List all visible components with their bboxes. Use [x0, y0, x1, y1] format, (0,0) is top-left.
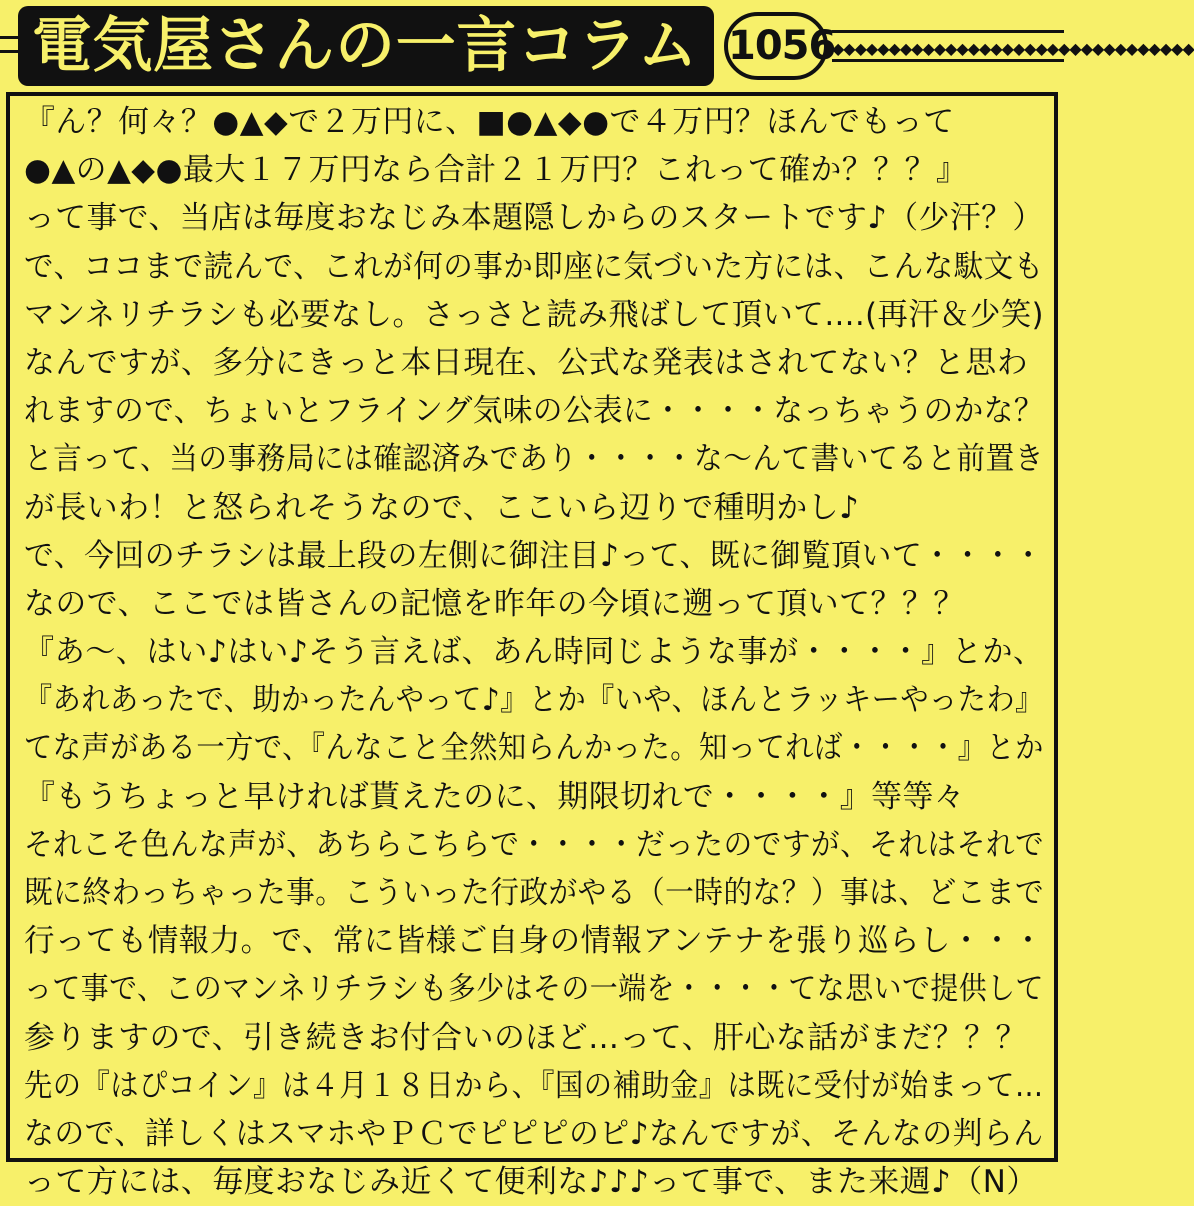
header-rule-left-bottom	[0, 50, 20, 53]
header-diamond-border: ◆◆◆◆◆◆◆◆◆◆◆◆◆◆◆◆◆◆◆◆◆◆◆◆◆◆◆◆◆◆◆◆	[832, 30, 1064, 62]
column-text-line: 『もうちょっと早ければ貰えたのに、期限切れで・・・・』等等々	[24, 778, 966, 815]
column-text-line: と言って、当の事務局には確認済みであり・・・・な～んて書いてると前置き	[24, 441, 1044, 478]
column-text-line: れますので、ちょいとフライング気味の公表に・・・・なっちゃうのかな？	[24, 393, 1044, 430]
column-title: 電気屋さんの一言コラム	[32, 11, 699, 81]
column-text-line: なので、詳しくはスマホやＰＣでピピピのピ♪なんですが、そんなの判らん	[24, 1115, 1044, 1152]
column-text-line: 先の『はぴコイン』は４月１８日から、『国の補助金』は既に受付が始まって…	[24, 1067, 1044, 1104]
column-text-line: 『ん？何々？●▲◆で２万円に、■●▲◆●で４万円？ほんでもって	[24, 104, 955, 140]
column-text-line: 行っても情報力。で、常に皆様ご自身の情報アンテナを張り巡らし・・・	[24, 923, 1044, 960]
header-rule-left-top	[0, 36, 20, 39]
issue-number-badge: 1056	[724, 12, 828, 80]
column-text-line: てな声がある一方で、『んなこと全然知らんかった。知ってれば・・・・』とか	[24, 730, 1044, 767]
column-header	[0, 0, 1194, 92]
column-text-line: 『あれあったで、助かったんやって♪』とか『いや、ほんとラッキーやったわ』	[24, 682, 1044, 719]
column-text-line: 既に終わっちゃった事。こういった行政がやる（一時的な？）事は、どこまで	[24, 875, 1045, 911]
column-text-line: なんですが、多分にきっと本日現在、公式な発表はされてない？と思わ	[24, 344, 1029, 381]
column-text-line: マンネリチラシも必要なし。さっさと読み飛ばして頂いて….(再汗＆少笑)	[24, 296, 1045, 333]
column-text-line: ●▲の▲◆●最大１７万円なら合計２１万円？これって確か？？？』	[24, 152, 968, 189]
column-text-line: で、ココまで読んで、これが何の事か即座に気づいた方には、こんな駄文も	[24, 248, 1044, 285]
column-body-text	[24, 98, 1048, 1206]
column-text-line: なので、ここでは皆さんの記憶を昨年の今頃に遡って頂いて？？？	[24, 585, 965, 622]
column-text-line: って事で、このマンネリチラシも多少はその一端を・・・・てな思いで提供して	[24, 971, 1044, 1008]
column-text-line: で、今回のチラシは最上段の左側に御注目♪って、既に御覧頂いて・・・・	[24, 537, 1044, 574]
column-text-line: 参りますので、引き続きお付合いのほど…って、肝心な話がまだ？？？	[24, 1019, 1027, 1056]
column-text-line: が長いわ！と怒られそうなので、ここいら辺りで種明かし♪	[24, 489, 860, 526]
column-text-line: 『あ～、はい♪はい♪そう言えば、あん時同じような事が・・・・』とか、	[24, 634, 1044, 671]
column-text-line: って事で、当店は毎度おなじみ本題隠しからのスタートです♪（少汗？）	[24, 200, 1044, 237]
column-text-line: それこそ色んな声が、あちらこちらで・・・・だったのですが、それはそれで	[24, 826, 1045, 863]
column-text-line: って方には、毎度おなじみ近くて便利な♪♪♪って事で、また来週♪（N）	[24, 1164, 1038, 1201]
